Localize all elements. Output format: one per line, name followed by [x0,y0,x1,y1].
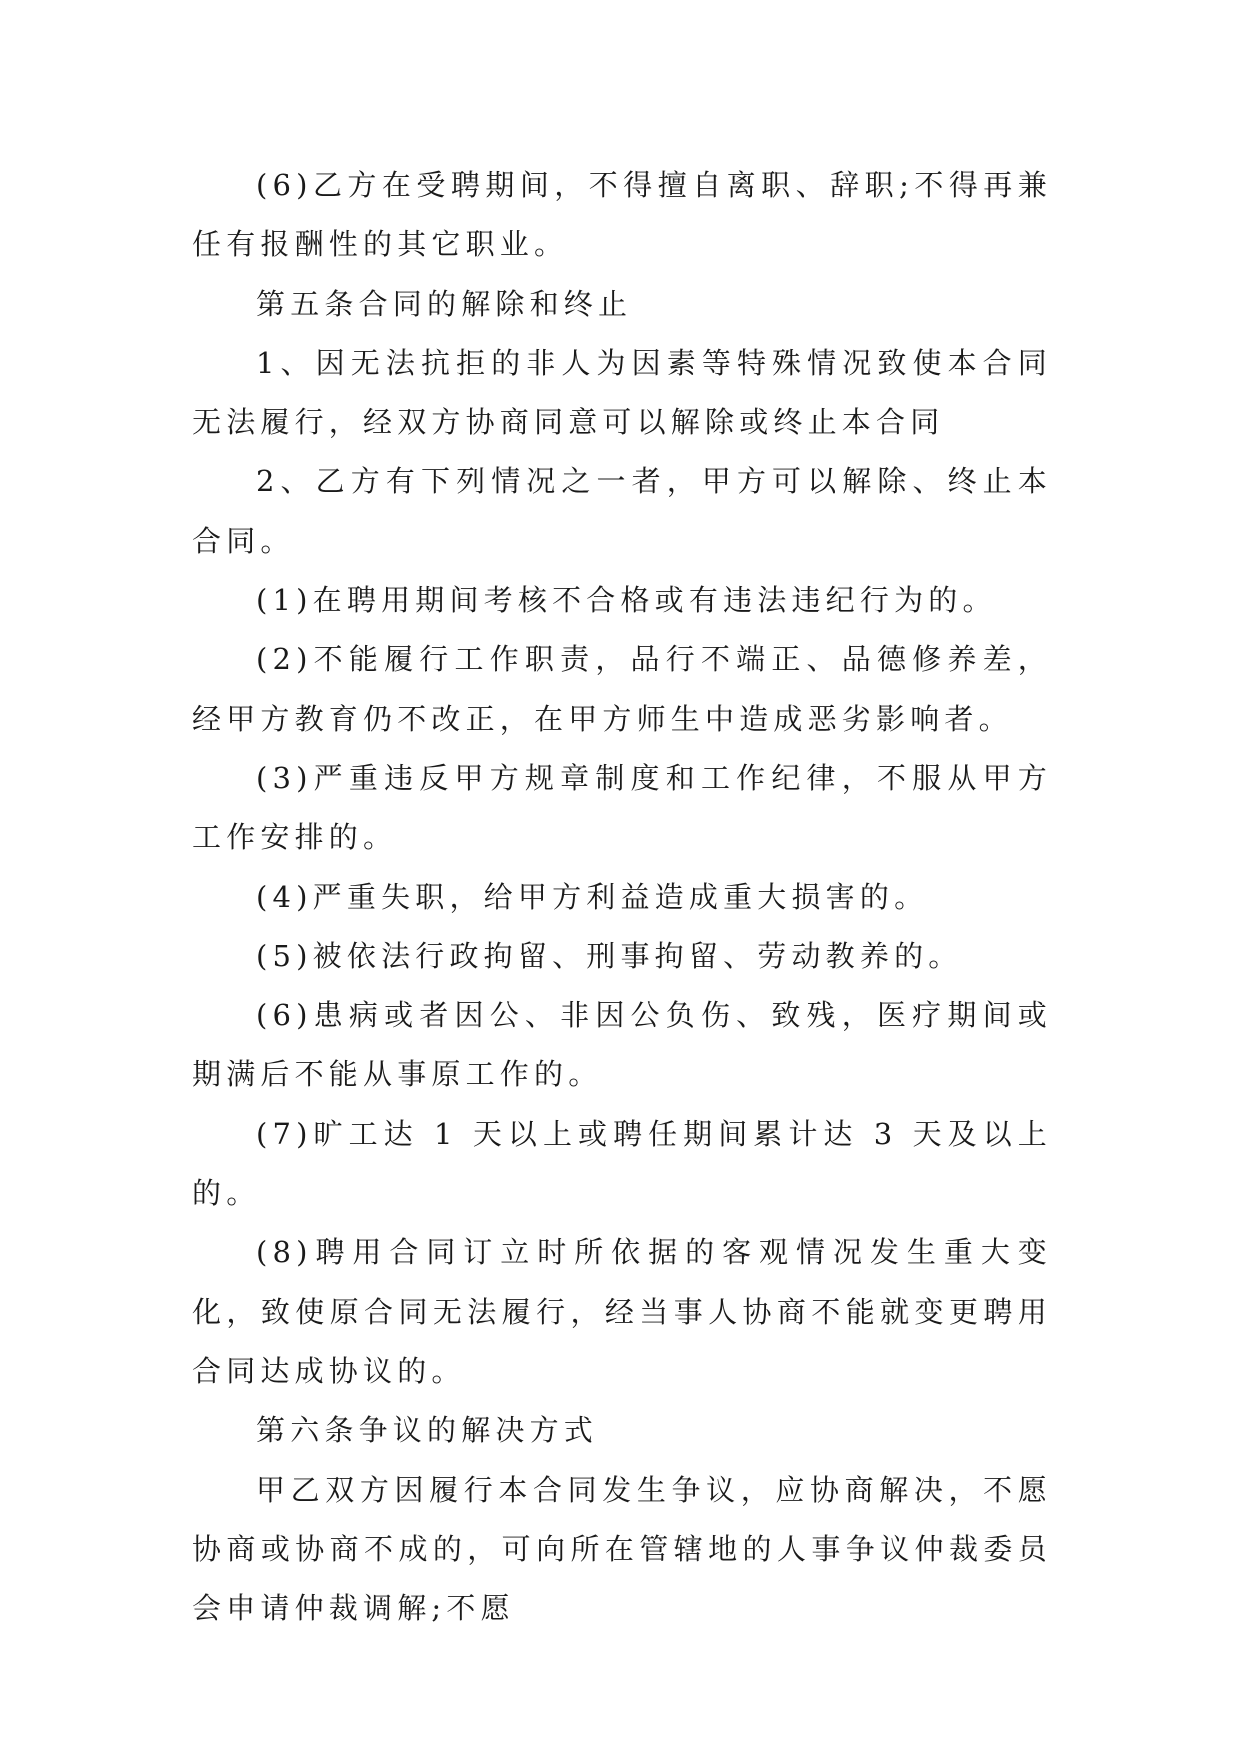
paragraph-clause-4-item-6: (6)乙方在受聘期间，不得擅自离职、辞职;不得再兼任有报酬性的其它职业。 [192,168,1052,262]
paragraph-condition-6: (6)患病或者因公、非因公负伤、致残，医疗期间或期满后不能从事原工作的。 [192,998,1052,1092]
paragraph-condition-1: (1)在聘用期间考核不合格或有违法违纪行为的。 [256,583,997,618]
paragraph-article-5-item-1: 1、因无法抗拒的非人为因素等特殊情况致使本合同无法履行，经双方协商同意可以解除或终止本合同 [192,345,1052,440]
heading-article-5: 第五条合同的解除和终止 [256,286,633,321]
heading-article-6: 第六条争议的解决方式 [256,1413,599,1448]
document-body [192,156,1052,1638]
paragraph-dispute-resolution: 甲乙双方因履行本合同发生争议，应协商解决，不愿协商或协商不成的，可向所在管辖地的人事争议仲裁委员会申请仲裁调解;不愿 [192,1472,1052,1626]
paragraph-condition-4: (4)严重失职，给甲方利益造成重大损害的。 [256,879,929,914]
paragraph-condition-2: (2)不能履行工作职责，品行不端正、品德修养差，经甲方教育仍不改正，在甲方师生中造成恶劣影响者。 [192,642,1052,736]
paragraph-condition-8: (8)聘用合同订立时所依据的客观情况发生重大变化，致使原合同无法履行，经当事人协商不能就变更聘用合同达成协议的。 [192,1235,1052,1388]
paragraph-condition-3: (3)严重违反甲方规章制度和工作纪律，不服从甲方工作安排的。 [192,760,1052,855]
paragraph-article-5-item-2: 2、乙方有下列情况之一者，甲方可以解除、终止本合同。 [192,464,1052,558]
paragraph-condition-5: (5)被依法行政拘留、刑事拘留、劳动教养的。 [256,938,963,973]
paragraph-condition-7: (7)旷工达 1 天以上或聘任期间累计达 3 天及以上的。 [192,1116,1052,1211]
